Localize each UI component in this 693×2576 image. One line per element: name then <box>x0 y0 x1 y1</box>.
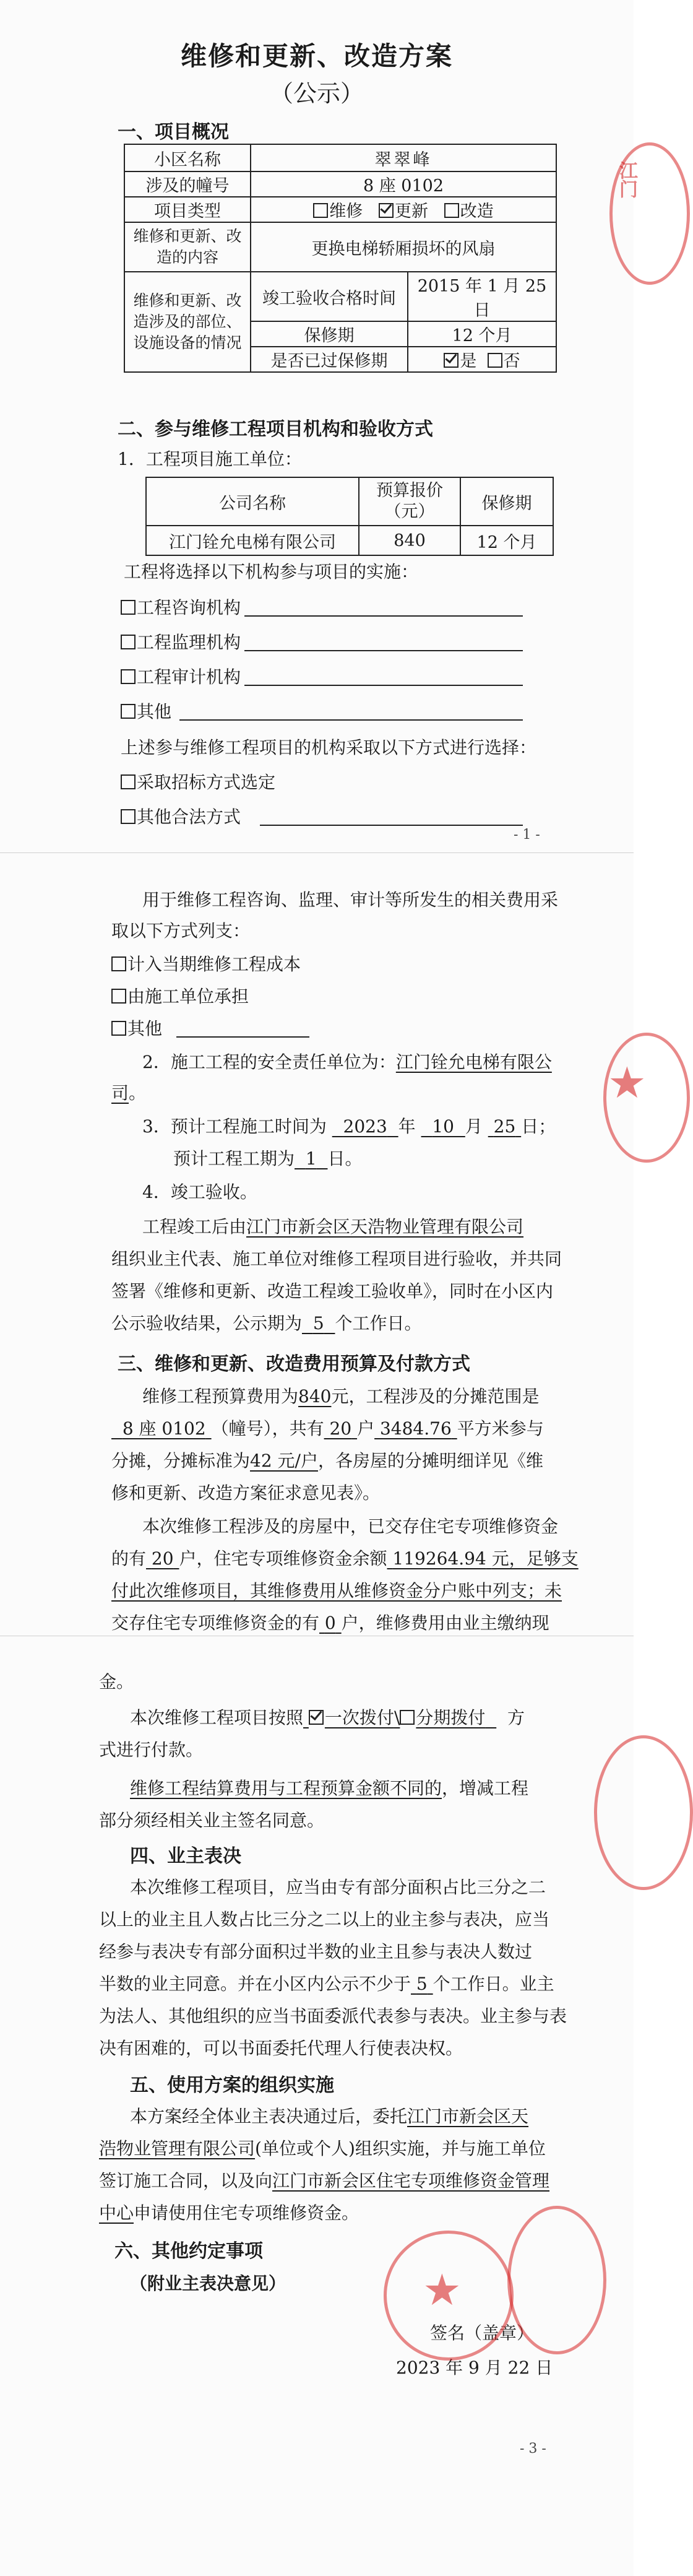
section-2-heading: 二、参与维修工程项目机构和验收方式 <box>118 418 433 440</box>
building-value: 8 座 0102 <box>251 171 556 197</box>
checkbox-update[interactable] <box>379 203 394 218</box>
warranty-cell: 12 个月 <box>460 526 553 555</box>
section-6-heading: 六、其他约定事项 <box>114 2240 263 2262</box>
safety-unit: 2．施工工程的安全责任单位为：江门铨允电梯有限公 <box>142 1052 552 1072</box>
content-label: 维修和更新、改造的内容 <box>124 222 251 272</box>
checkbox-no[interactable] <box>488 353 502 368</box>
impl-p3: 签订施工合同，以及向江门市新会区住宅专项维修资金管理 <box>99 2171 550 2191</box>
attachment-note: （附业主表决意见） <box>130 2273 286 2294</box>
project-overview-table <box>124 144 557 373</box>
section-3-heading: 三、维修和更新、改造费用预算及付款方式 <box>118 1353 470 1375</box>
blank-line <box>244 615 523 617</box>
vote-p2: 以上的业主且人数占比三分之二以上的业主参与表决，应当 <box>99 1909 550 1930</box>
impl-p1: 本方案经全体业主表决通过后，委托江门市新会区天 <box>130 2106 529 2127</box>
seal-star-icon: ★ <box>423 2265 462 2315</box>
page-number: - 1 - <box>514 827 540 843</box>
acceptance-p4: 公示验收结果，公示期为 5 个工作日。 <box>111 1313 422 1334</box>
blank-line <box>179 719 523 721</box>
document-subtitle: （公示） <box>269 80 364 107</box>
method-tender: 采取招标方式选定 <box>121 769 275 794</box>
acceptance-item: 4．竣工验收。 <box>142 1182 257 1202</box>
vote-p3: 经参与表决专有部分面积过半数的业主且参与表决人数过 <box>99 1941 533 1962</box>
item-1-text: 1．工程项目施工单位： <box>118 449 302 469</box>
vote-p4: 半数的业主同意。并在小区内公示不少于 5 个工作日。业主 <box>99 1974 554 1994</box>
checkbox-repair[interactable] <box>313 203 328 218</box>
budget-p1: 维修工程预算费用为840元，工程涉及的分摊范围是 <box>142 1386 540 1407</box>
yes-label: 是 <box>460 352 477 371</box>
repair-option-label: 维修 <box>329 202 363 221</box>
update-option-label: 更新 <box>395 202 428 221</box>
warranty-header: 保修期 <box>460 477 553 526</box>
fund-p4: 交存住宅专项维修资金的有 0 户，维修费用由业主缴纳现 <box>111 1613 549 1633</box>
acceptance-p1: 工程竣工后由江门市新会区天浩物业管理有限公司 <box>142 1216 524 1237</box>
construction-time: 3．预计工程施工时间为 2023 年 10 月 25 日； <box>142 1116 556 1137</box>
construction-period: 预计工程工期为 1 日。 <box>173 1148 363 1169</box>
method-other: 其他合法方式 <box>121 804 241 828</box>
community-value: 翠翠峰 <box>251 144 556 171</box>
building-label: 涉及的幢号 <box>124 171 251 197</box>
acceptance-p2: 组织业主代表、施工单位对维修工程项目进行验收，并共同 <box>111 1249 562 1269</box>
red-seal-stamp <box>507 2206 606 2354</box>
fund-p3: 付此次维修项目，其维修费用从维修资金分户账中列支；未 <box>111 1581 562 1601</box>
page-3 <box>0 1636 634 2576</box>
payment-p1: 本次维修工程项目按照 一次拨付\ 分期拨付 方 <box>130 1707 525 1728</box>
fee-option-1: 计入当期维修工程成本 <box>111 951 301 976</box>
blank-line <box>244 685 523 686</box>
org-consult: 工程咨询机构 <box>121 594 241 619</box>
page-2 <box>0 853 647 1636</box>
signature-label: 签名（盖章） <box>430 2323 535 2343</box>
budget-header: 预算报价（元） <box>359 477 460 526</box>
blank-line <box>260 825 523 826</box>
budget-p2: 8 座 0102 （幢号），共有 20 户 3484.76 平方米参与 <box>122 1418 544 1439</box>
payment-p2: 式进行付款。 <box>99 1740 204 1760</box>
difference-p2: 部分须经相关业主签名同意。 <box>99 1810 325 1831</box>
fund-p1: 本次维修工程涉及的房屋中，已交存住宅专项维修资金 <box>142 1516 559 1537</box>
warranty-value: 12 个月 <box>408 321 556 347</box>
expired-label: 是否已过保修期 <box>251 347 408 372</box>
accept-time-label: 竣工验收合格时间 <box>251 272 408 321</box>
company-name: 江门铨允电梯有限公司 <box>146 526 359 555</box>
warranty-label: 保修期 <box>251 321 408 347</box>
red-seal-stamp-edge <box>594 1735 693 1890</box>
org-other: 其他 <box>121 698 171 723</box>
fund-p2: 的有 20 户，住宅专项维修资金余额 119264.94 元，足够支 <box>111 1548 579 1569</box>
no-label: 否 <box>503 352 520 371</box>
expired-options <box>408 347 556 372</box>
community-label: 小区名称 <box>124 144 251 171</box>
section-5-heading: 五、使用方案的组织实施 <box>130 2075 334 2096</box>
blank-line <box>244 650 523 651</box>
vote-p5: 为法人、其他组织的应当书面委派代表参与表决。业主参与表 <box>99 2006 567 2026</box>
blank-line <box>176 1036 309 1038</box>
seal-star-icon: ★ <box>608 1057 647 1108</box>
section-1-heading: 一、项目概况 <box>118 121 229 143</box>
seal-fragment: 江门 <box>616 161 637 198</box>
type-options <box>251 197 556 222</box>
continuation: 金。 <box>99 1672 134 1692</box>
safety-unit-cont: 司。 <box>111 1083 147 1103</box>
entrust-text: 工程将选择以下机构参与项目的实施： <box>124 562 419 582</box>
checkbox-renovate[interactable] <box>444 203 459 218</box>
type-label: 项目类型 <box>124 197 251 222</box>
budget-p3: 分摊，分摊标准为42 元/户，各房屋的分摊明细详见《维 <box>111 1451 543 1471</box>
vote-p1: 本次维修工程项目，应当由专有部分面积占比三分之二 <box>130 1877 546 1897</box>
fee-option-3: 其他 <box>111 1015 162 1040</box>
company-header: 公司名称 <box>146 477 359 526</box>
sign-date: 2023 年 9 月 22 日 <box>396 2357 553 2378</box>
fee-intro-line1: 用于维修工程咨询、监理、审计等所发生的相关费用采 <box>142 890 559 910</box>
renovate-option-label: 改造 <box>460 202 494 221</box>
impl-p4: 中心申请使用住宅专项维修资金。 <box>99 2203 359 2223</box>
accept-time-value: 2015 年 1 月 25 日 <box>408 272 556 321</box>
budget-value: 840 <box>359 526 460 555</box>
parts-label: 维修和更新、改造涉及的部位、设施设备的情况 <box>124 272 251 372</box>
budget-p4: 修和更新、改造方案征求意见表》。 <box>111 1483 381 1503</box>
page-number: - 3 - <box>520 2441 546 2457</box>
select-method-text: 上述参与维修工程项目的机构采取以下方式进行选择： <box>121 737 537 758</box>
org-supervise: 工程监理机构 <box>121 629 241 654</box>
org-audit: 工程审计机构 <box>121 664 241 688</box>
vote-p6: 决有困难的，可以书面委托代理人行使表决权。 <box>99 2038 463 2058</box>
contractor-table <box>145 477 554 556</box>
acceptance-p3: 签署《维修和更新、改造工程竣工验收单》，同时在小区内 <box>111 1281 554 1301</box>
page-1 <box>0 0 637 853</box>
document-title: 维修和更新、改造方案 <box>180 41 453 71</box>
difference-p1: 维修工程结算费用与工程预算金额不同的，增减工程 <box>130 1778 529 1798</box>
checkbox-yes[interactable] <box>444 353 458 368</box>
fee-option-2: 由施工单位承担 <box>111 983 249 1008</box>
section-4-heading: 四、业主表决 <box>130 1845 241 1867</box>
impl-p2: 浩物业管理有限公司(单位或个人)组织实施，并与施工单位 <box>99 2138 546 2159</box>
fee-intro-line2: 取以下方式列支： <box>111 921 251 941</box>
content-value: 更换电梯轿厢损坏的风扇 <box>251 222 556 272</box>
